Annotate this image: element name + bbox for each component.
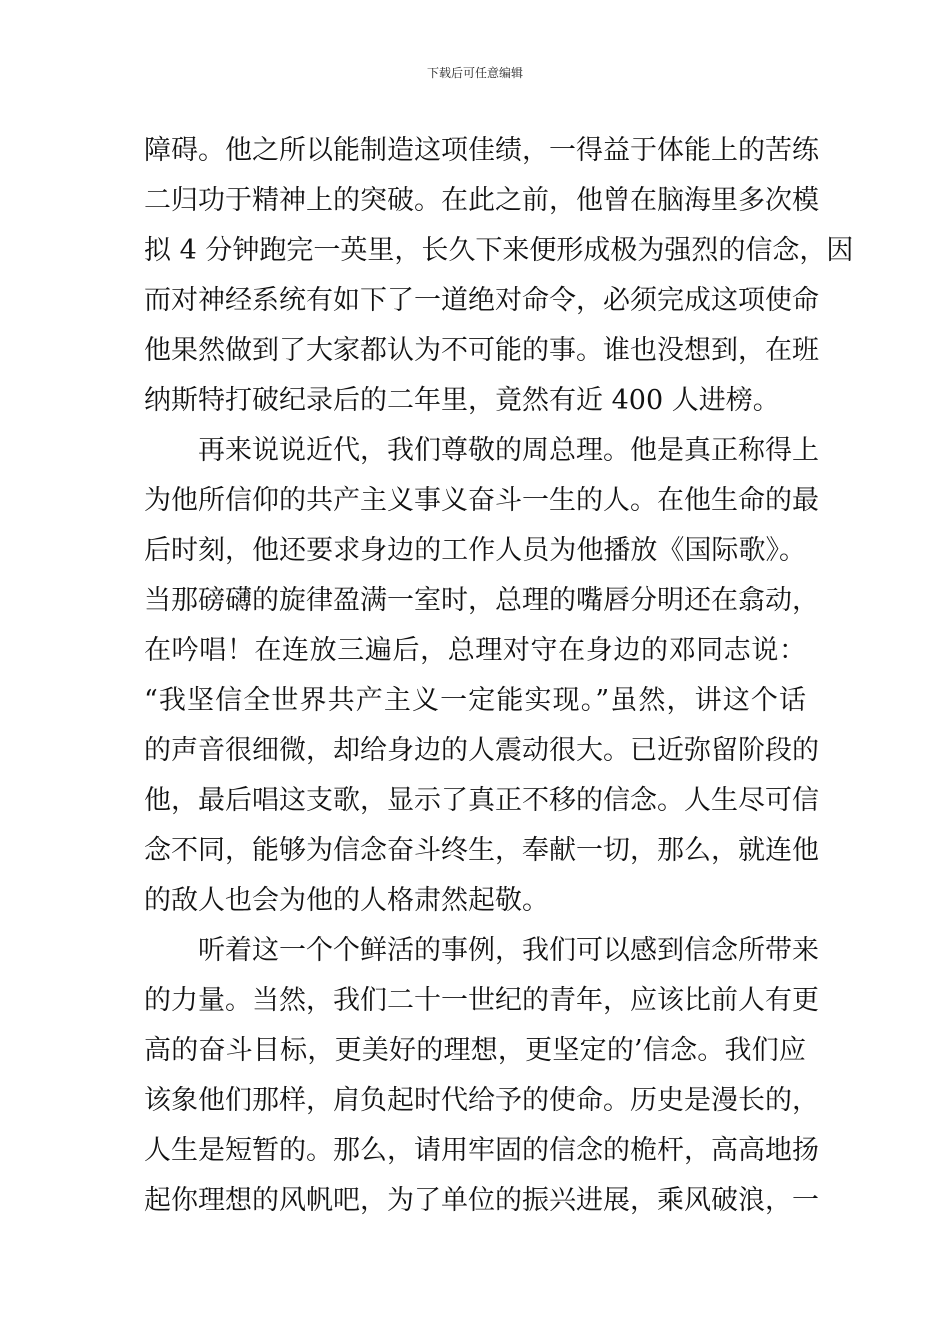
text-line: 听着这一个个鲜活的事例，我们可以感到信念所带来 xyxy=(198,935,819,966)
text-line: 的敌人也会为他的人格肃然起敬。 xyxy=(144,885,549,916)
text-line: 他果然做到了大家都认为不可能的事。谁也没想到，在班 xyxy=(144,335,819,366)
text-line: 人生是短暂的。那么，请用牢固的信念的桅杆，高高地扬 xyxy=(144,1135,819,1166)
text-line: 障碍。他之所以能制造这项佳绩，一得益于体能上的苦练 xyxy=(144,135,819,166)
text-line: 二归功于精神上的突破。在此之前，他曾在脑海里多次模 xyxy=(144,185,819,216)
text-line: 该象他们那样，肩负起时代给予的使命。历史是漫长的， xyxy=(144,1085,819,1116)
text-line: 他，最后唱这支歌，显示了真正不移的信念。人生尽可信 xyxy=(144,785,819,816)
text-line: 再来说说近代，我们尊敬的周总理。他是真正称得上 xyxy=(198,435,819,466)
text-line: 起你理想的风帆吧，为了单位的振兴进展，乘风破浪，一 xyxy=(144,1185,819,1216)
text-line: 而对神经系统有如下了一道绝对命令，必须完成这项使命 xyxy=(144,285,819,316)
paragraph xyxy=(144,426,819,926)
paragraph xyxy=(144,926,819,1226)
text-line: 念不同，能够为信念奋斗终生，奉献一切，那么，就连他 xyxy=(144,835,819,866)
document-body xyxy=(144,126,854,1226)
text-line: 当那磅礴的旋律盈满一室时，总理的嘴唇分明还在翕动， xyxy=(144,585,819,616)
text-line: 纳斯特打破纪录后的二年里，竟然有近 400 人进榜。 xyxy=(144,385,780,416)
text-line: 高的奋斗目标，更美好的理想，更坚定的’信念。我们应 xyxy=(144,1035,806,1066)
text-line: 拟 4 分钟跑完一英里，长久下来便形成极为强烈的信念，因 xyxy=(144,235,854,266)
text-line: 为他所信仰的共产主义事义奋斗一生的人。在他生命的最 xyxy=(144,485,819,516)
text-line: 在吟唱！在连放三遍后，总理对守在身边的邓同志说： xyxy=(144,635,806,666)
text-line: “我坚信全世界共产主义一定能实现。”虽然，讲这个话 xyxy=(144,685,806,716)
text-line: 的力量。当然，我们二十一世纪的青年，应该比前人有更 xyxy=(144,985,819,1016)
text-line: 后时刻，他还要求身边的工作人员为他播放《国际歌》。 xyxy=(144,535,806,566)
text-line: 的声音很细微，却给身边的人震动很大。已近弥留阶段的 xyxy=(144,735,819,766)
page-header: 下载后可任意编辑 xyxy=(426,66,523,80)
paragraph xyxy=(144,126,854,426)
